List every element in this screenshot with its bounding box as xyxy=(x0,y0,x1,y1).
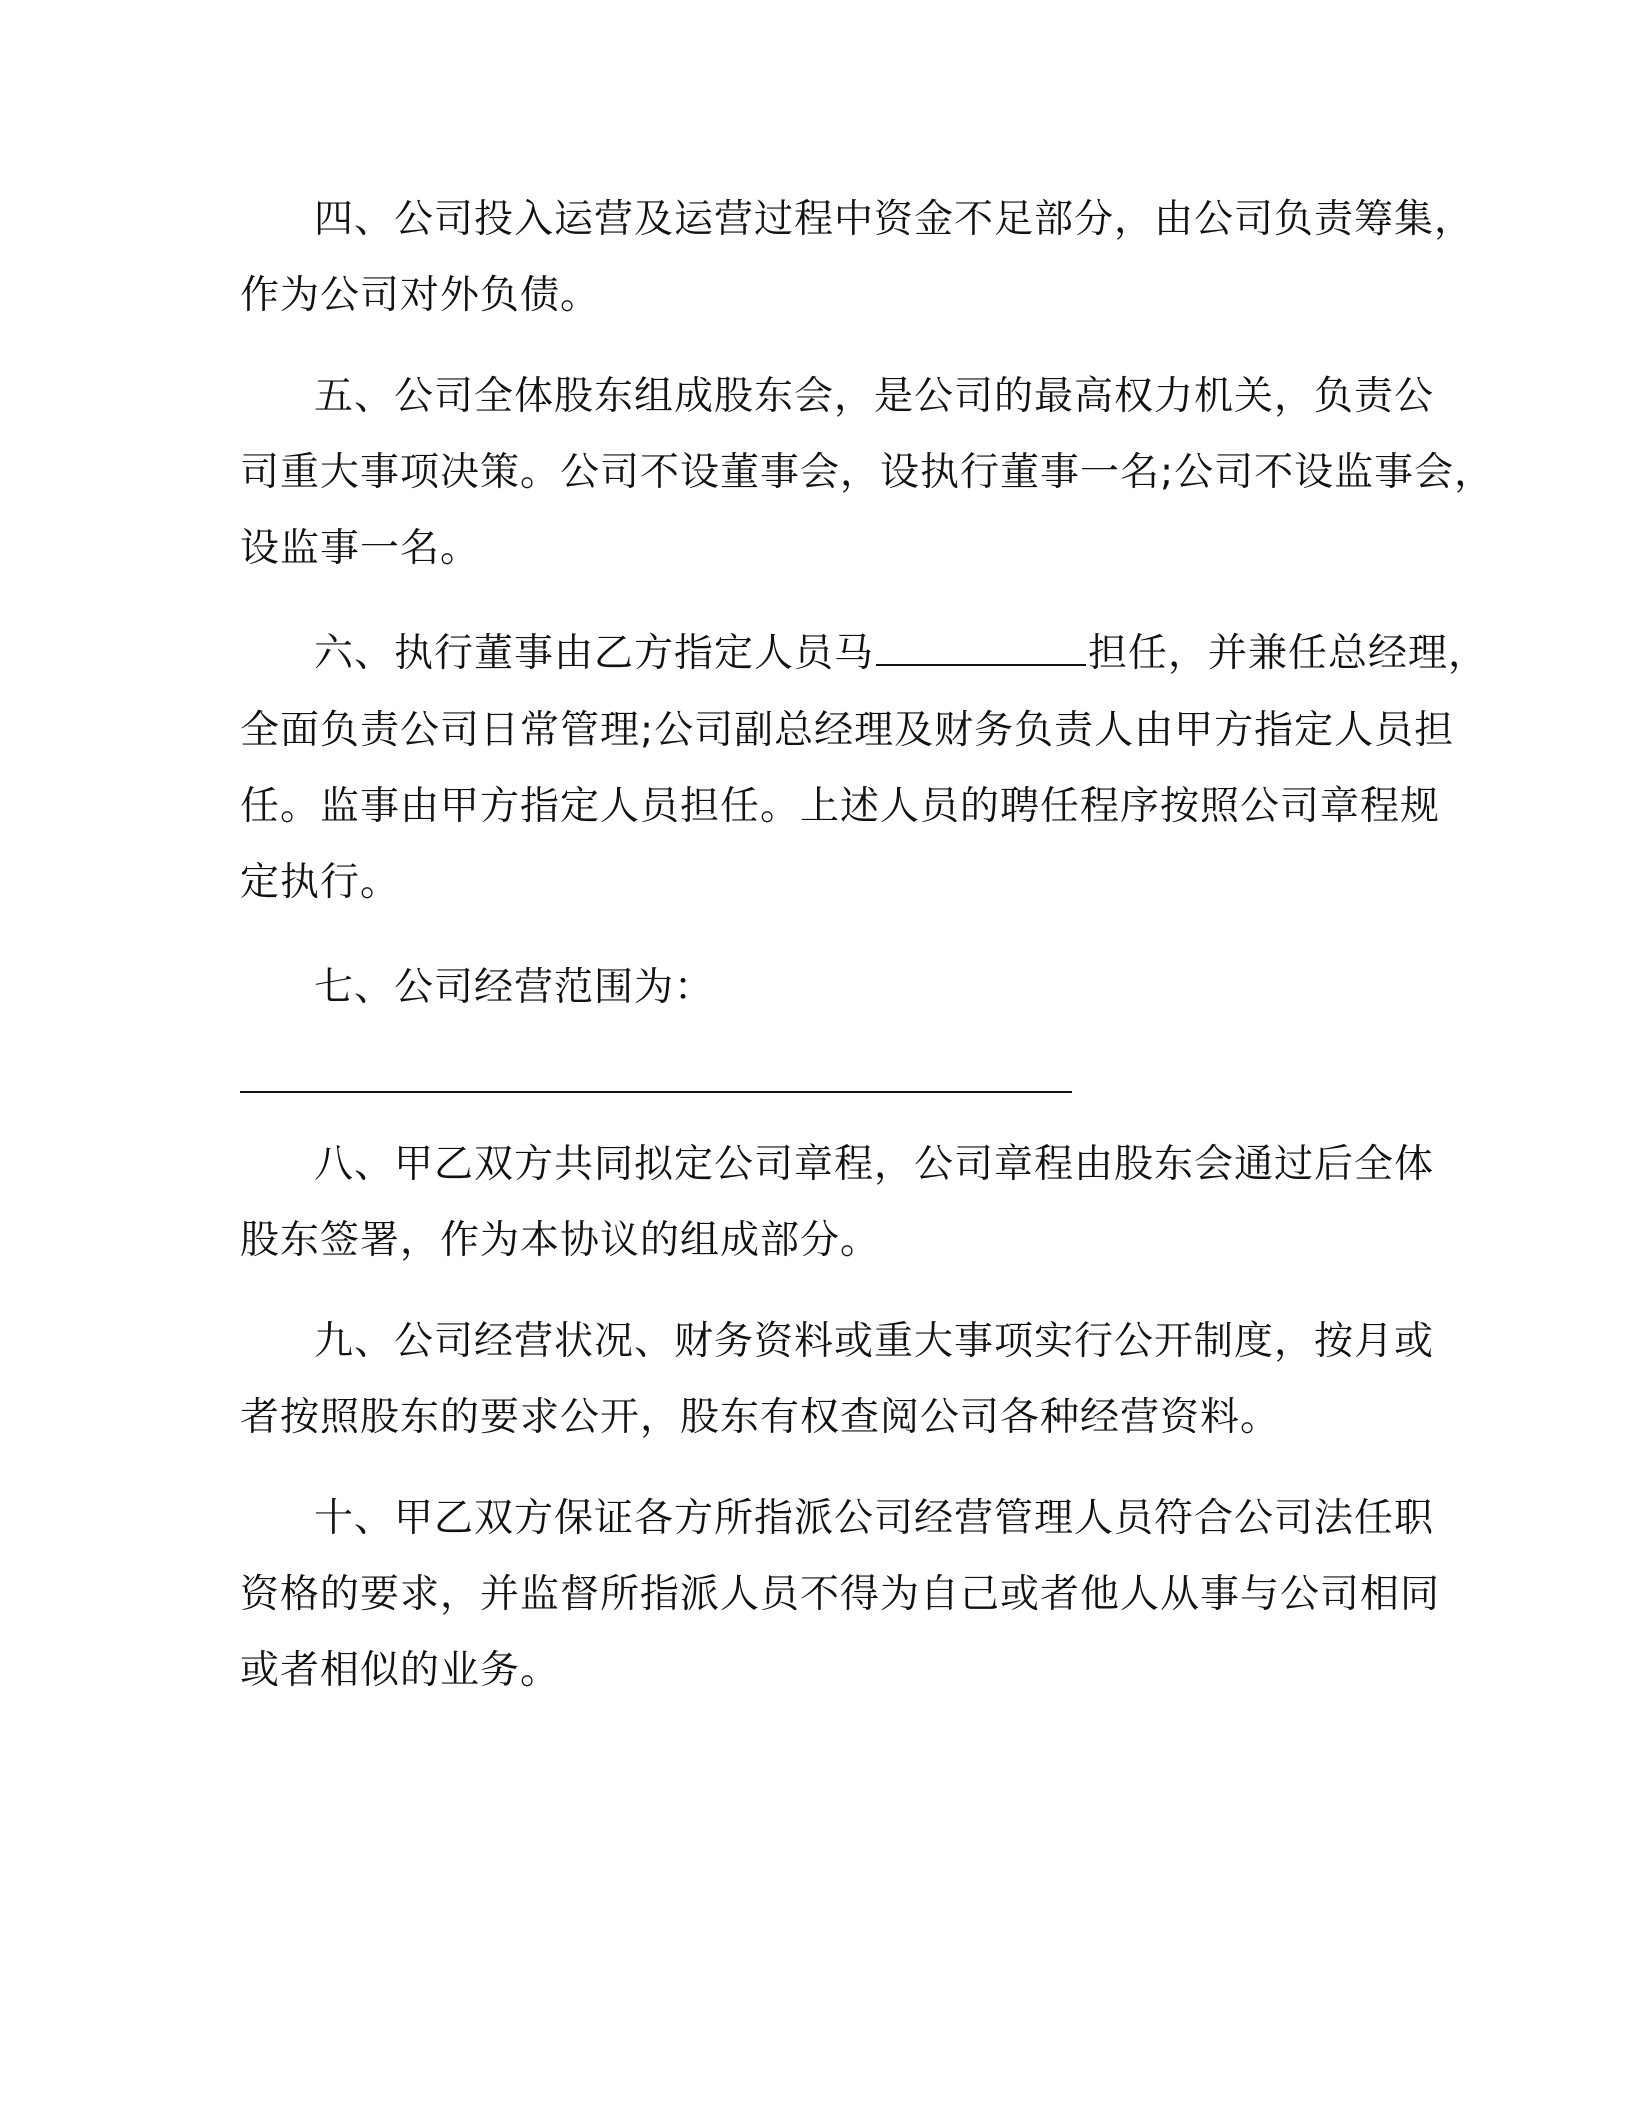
para-8-line-2: 股东签署，作为本协议的组成部分。 xyxy=(240,1218,881,1263)
para-10-line-1: 十、甲乙双方保证各方所指派公司经营管理人员符合公司法任职 xyxy=(314,1496,1435,1541)
para-4-line-2: 作为公司对外负债。 xyxy=(240,273,601,318)
para-6-line-1 xyxy=(314,630,1488,678)
para-9-line-1: 九、公司经营状况、财务资料或重大事项实行公开制度，按月或 xyxy=(314,1319,1435,1364)
para-6-line-4: 定执行。 xyxy=(240,860,401,905)
para-10-line-2: 资格的要求，并监督所指派人员不得为自己或者他人从事与公司相同 xyxy=(240,1572,1441,1617)
para-6-line-1-end: 担任，并兼任总经理， xyxy=(1088,631,1489,676)
para-5-line-1: 五、公司全体股东组成股东会，是公司的最高权力机关，负责公 xyxy=(314,374,1435,419)
para-6-line-3: 任。监事由甲方指定人员担任。上述人员的聘任程序按照公司章程规 xyxy=(240,784,1441,829)
para-8-line-1: 八、甲乙双方共同拟定公司章程，公司章程由股东会通过后全体 xyxy=(314,1142,1435,1187)
para-9-line-2: 者按照股东的要求公开，股东有权查阅公司各种经营资料。 xyxy=(240,1395,1281,1440)
para-10-line-3: 或者相似的业务。 xyxy=(240,1648,561,1693)
para-6-line-2: 全面负责公司日常管理;公司副总经理及财务负责人由甲方指定人员担 xyxy=(240,708,1455,753)
business-scope-blank xyxy=(240,1091,1072,1093)
para-5-line-3: 设监事一名。 xyxy=(240,526,481,571)
para-5-line-2: 司重大事项决策。公司不设董事会，设执行董事一名;公司不设监事会， xyxy=(240,450,1495,495)
para-4-line-1: 四、公司投入运营及运营过程中资金不足部分，由公司负责筹集， xyxy=(314,197,1475,242)
name-blank xyxy=(876,634,1086,666)
para-6-line-1-start: 六、执行董事由乙方指定人员马 xyxy=(314,631,875,676)
para-7-line-1: 七、公司经营范围为： xyxy=(314,965,715,1010)
